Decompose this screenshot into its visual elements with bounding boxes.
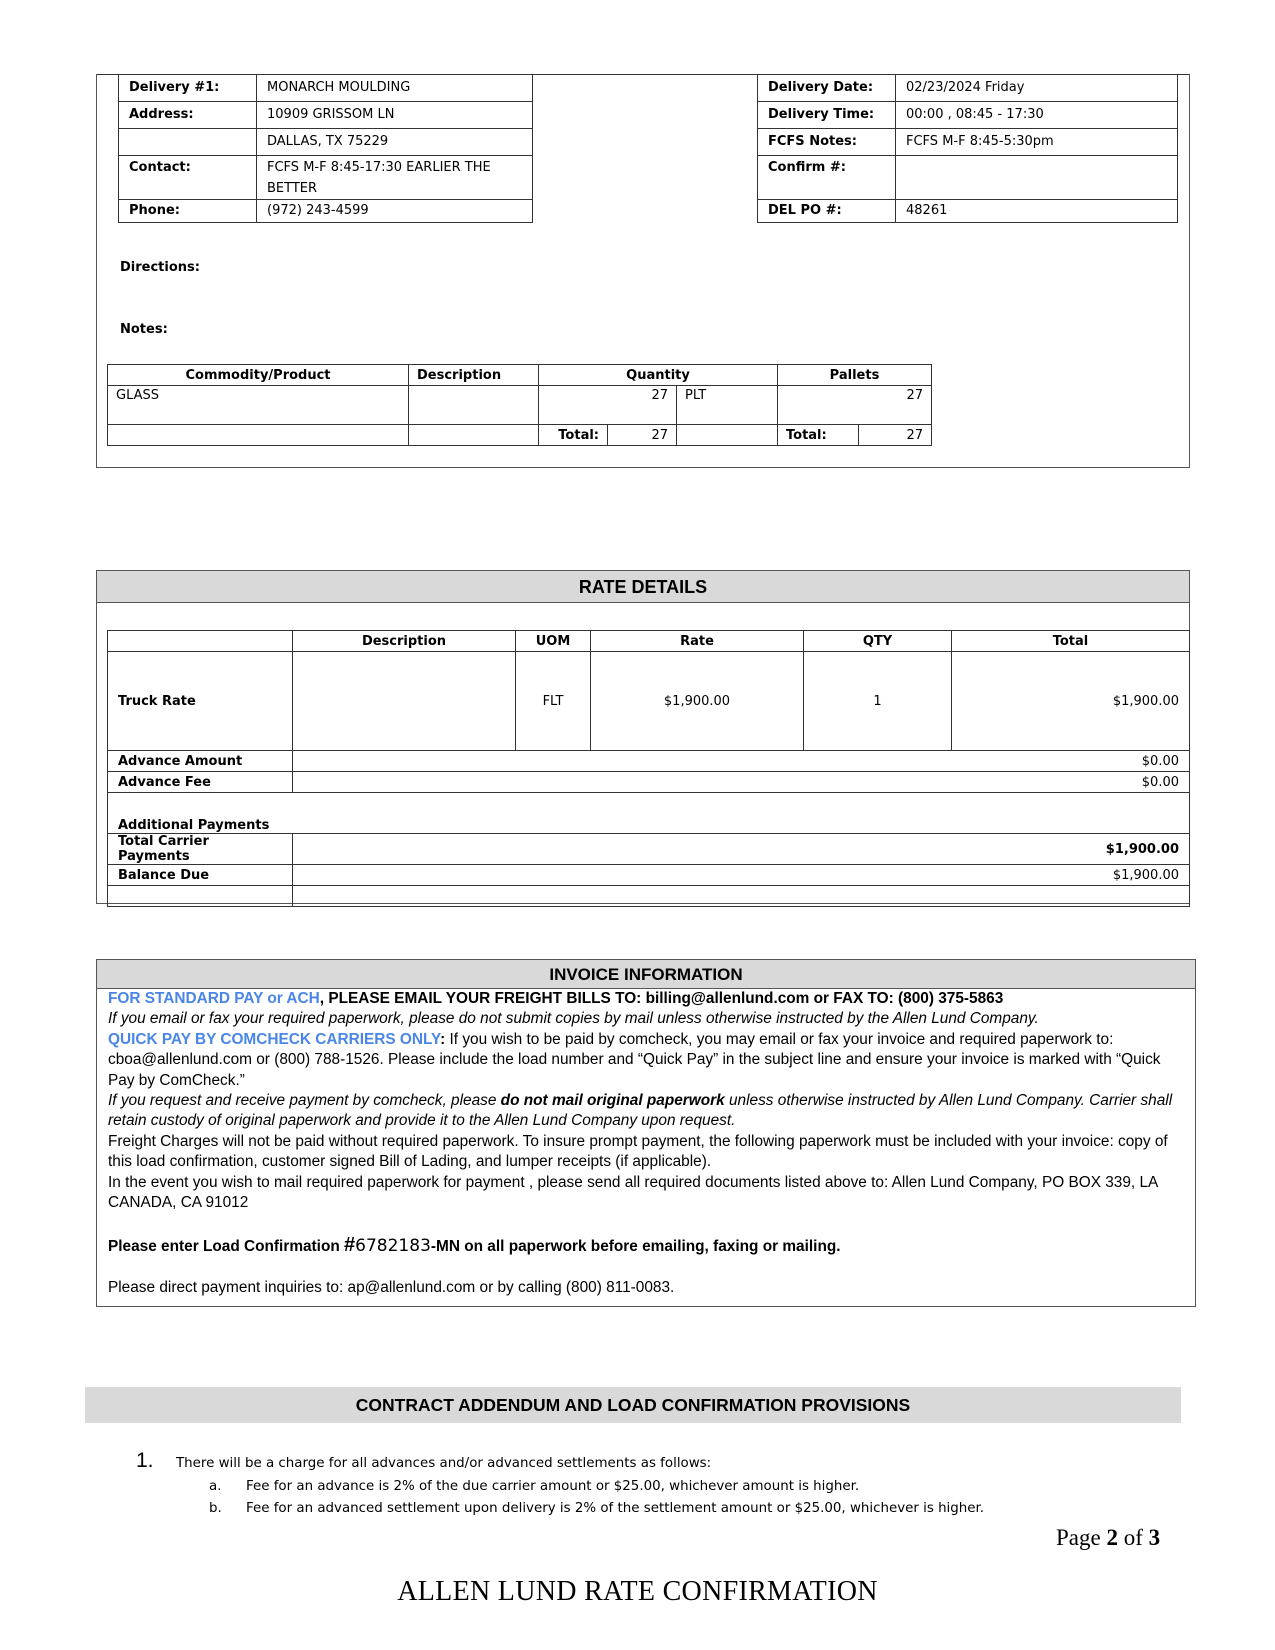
commodity-quantity: 27 [539,386,677,425]
del-po-value: 48261 [896,200,1178,223]
delivery-date-value: 02/23/2024 Friday [896,75,1178,102]
pallets-total-value: 27 [859,425,932,446]
truck-rate-qty: 1 [804,652,952,751]
total-carrier-payments-value: $1,900.00 [293,834,1190,865]
no-mail-note: If you email or fax your required paperwork, please do not submit copies by mail unless otherwise instructed by the Allen Lund Company. [108,1010,1039,1028]
page-number [1056,1525,1160,1551]
address-row-2 [119,129,533,156]
address-row [119,102,533,129]
clause-1b-letter: b. [209,1501,222,1516]
advance-amount-label: Advance Amount [108,751,293,772]
advance-fee-value: $0.00 [293,772,1190,793]
del-po-row [758,200,1178,223]
additional-payments-label: Additional Payments [108,793,1190,834]
load-confirmation-line [108,1235,1188,1257]
description-header: Description [409,365,539,386]
additional-payments-row [108,793,1190,834]
page-current: 2 [1106,1525,1118,1550]
commodity-total-row [108,425,932,446]
comcheck-note-a: If you request and receive payment by comcheck, please [108,1092,501,1110]
delivery-date-row [758,75,1178,102]
advance-fee-label: Advance Fee [108,772,293,793]
clause-1-number: 1. [136,1449,154,1472]
delivery-time-row [758,102,1178,129]
contract-title: CONTRACT ADDENDUM AND LOAD CONFIRMATION PROVISIONS [85,1387,1181,1423]
truck-rate-total: $1,900.00 [952,652,1190,751]
rate-blank-cell [108,886,293,907]
commodity-table [107,364,932,446]
rate-table [107,630,1190,907]
quantity-total-label: Total: [539,425,608,446]
footer-title: ALLEN LUND RATE CONFIRMATION [397,1576,878,1607]
page-total: 3 [1148,1525,1161,1550]
rate-header-rate: Rate [591,631,804,652]
delivery-info-left [118,74,533,223]
rate-header-uom: UOM [516,631,591,652]
advance-fee-row [108,772,1190,793]
rate-blank-row [108,886,1190,907]
pallets-header: Pallets [778,365,932,386]
invoice-body [108,989,1188,1298]
confirm-value [896,156,1178,200]
quick-pay-highlight: QUICK PAY BY COMCHECK CARRIERS ONLY [108,1030,441,1048]
page-prefix: Page [1056,1525,1107,1550]
mail-address-paragraph: In the event you wish to mail required paperwork for payment , please send all required documents listed above to: Allen Lund Company, PO BOX 339, LA CANADA, CA 91012 [108,1173,1158,1212]
commodity-pallets: 27 [778,386,932,425]
fcfs-notes-label: FCFS Notes: [758,129,896,156]
standard-pay-line [108,989,1188,1009]
load-conf-hash: # [344,1234,356,1257]
comcheck-note-b: unless otherwise instructed by Allen Lund Company. Carrier shall retain custody of original paperwork and provide it to the Allen Lund Company upon request. [108,1092,1173,1130]
total-blank [108,425,409,446]
comcheck-note [108,1091,1188,1132]
rate-header-qty: QTY [804,631,952,652]
comcheck-note-bold: do not mail original paperwork [500,1092,725,1110]
balance-due-row [108,865,1190,886]
truck-rate-label: Truck Rate [108,652,293,751]
contact-value: FCFS M-F 8:45-17:30 EARLIER THE BETTER [257,156,533,200]
balance-due-value: $1,900.00 [293,865,1190,886]
commodity-header-row [108,365,932,386]
phone-row [119,200,533,223]
rate-details-title: RATE DETAILS [97,571,1189,603]
total-carrier-payments-label: Total Carrier Payments [108,834,293,865]
delivery-row [119,75,533,102]
notes-label: Notes: [120,322,168,337]
confirm-row [758,156,1178,200]
truck-rate-uom: FLT [516,652,591,751]
commodity-row [108,386,932,425]
fcfs-notes-row [758,129,1178,156]
quick-pay-paragraph [108,1030,1188,1091]
total-unit-blank [677,425,778,446]
delivery-info-right [757,74,1178,223]
commodity-product: GLASS [108,386,409,425]
load-confirmation-number: 6782183 [355,1236,431,1257]
clause-1a-text: Fee for an advance is 2% of the due carrier amount or $25.00, whichever amount is higher. [246,1479,860,1494]
clause-1a-letter: a. [209,1479,222,1494]
clause-1-text: There will be a charge for all advances and/or advanced settlements as follows: [176,1456,712,1471]
quick-pay-text: If you wish to be paid by comcheck, you may email or fax your invoice and required paperwork to: cboa@allenlund.com or (800) 788-1526. Please include the load number and “Quick Pay” in the subject line and ensure your invoice is marked with “Quick Pay by ComCheck.” [108,1030,1161,1089]
payment-inquiries: Please direct payment inquiries to: ap@allenlund.com or by calling (800) 811-0083. [108,1278,675,1296]
contact-row [119,156,533,200]
balance-due-label: Balance Due [108,865,293,886]
truck-rate-description [293,652,516,751]
standard-pay-highlight: FOR STANDARD PAY or ACH [108,990,320,1007]
commodity-unit: PLT [677,386,778,425]
delivery-time-value: 00:00 , 08:45 - 17:30 [896,102,1178,129]
rate-header-description: Description [293,631,516,652]
rate-header-total: Total [952,631,1190,652]
pallets-total-label: Total: [778,425,859,446]
advance-amount-row [108,751,1190,772]
clause-1b-text: Fee for an advanced settlement upon delivery is 2% of the settlement amount or $25.00, whichever is higher. [246,1501,985,1516]
address-label: Address: [119,102,257,129]
fcfs-notes-value: FCFS M-F 8:45-5:30pm [896,129,1178,156]
standard-pay-text: , PLEASE EMAIL YOUR FREIGHT BILLS TO: billing@allenlund.com or FAX TO: (800) 375-5863 [319,990,1004,1007]
commodity-description [409,386,539,425]
advance-amount-value: $0.00 [293,751,1190,772]
truck-rate-row [108,652,1190,751]
delivery-date-label: Delivery Date: [758,75,896,102]
address-label-blank [119,129,257,156]
del-po-label: DEL PO #: [758,200,896,223]
quantity-header: Quantity [539,365,778,386]
quantity-total-value: 27 [608,425,677,446]
commodity-header: Commodity/Product [108,365,409,386]
phone-label: Phone: [119,200,257,223]
load-conf-prefix: Please enter Load Confirmation [108,1238,345,1256]
delivery-name: MONARCH MOULDING [257,75,533,102]
contact-label: Contact: [119,156,257,200]
delivery-label: Delivery #1: [119,75,257,102]
truck-rate-rate: $1,900.00 [591,652,804,751]
address-line-2: DALLAS, TX 75229 [257,129,533,156]
rate-header-blank [108,631,293,652]
quick-pay-colon: : [440,1030,446,1048]
phone-value: (972) 243-4599 [257,200,533,223]
invoice-title: INVOICE INFORMATION [97,960,1195,989]
page-of: of [1117,1525,1149,1550]
confirm-label: Confirm #: [758,156,896,200]
rate-blank-cell-2 [293,886,1190,907]
freight-charges-paragraph: Freight Charges will not be paid without required paperwork. To insure prompt payment, the following paperwork must be included with your invoice: copy of this load confirmation, customer signed Bill of Lading, and lumper receipts (if applicable). [108,1132,1168,1171]
delivery-time-label: Delivery Time: [758,102,896,129]
directions-label: Directions: [120,260,200,275]
rate-header-row [108,631,1190,652]
total-blank-2 [409,425,539,446]
address-line-1: 10909 GRISSOM LN [257,102,533,129]
load-conf-suffix: -MN on all paperwork before emailing, faxing or mailing. [430,1238,841,1256]
total-carrier-payments-row [108,834,1190,865]
